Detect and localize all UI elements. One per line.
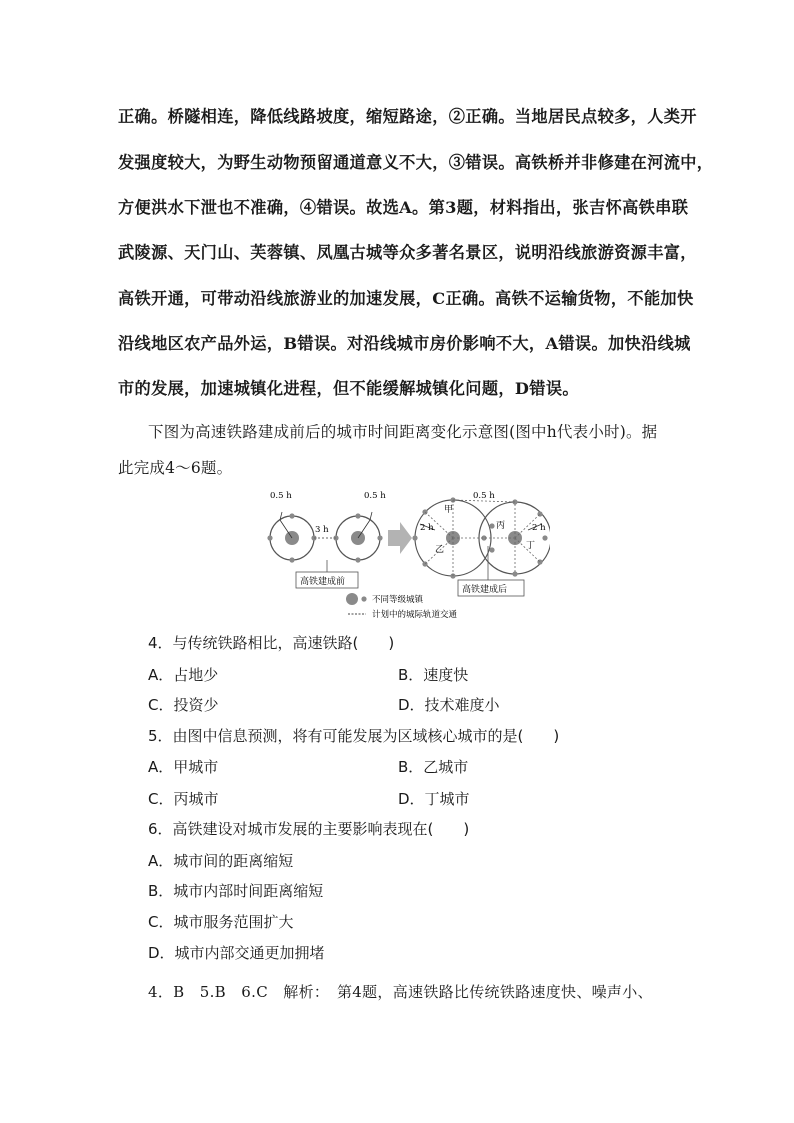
time-distance-figure: [260, 488, 550, 623]
explanation-line: 发强度较大，为野生动物预留通道意义不大，③错误。高铁桥并非修建在河流中，: [118, 153, 714, 172]
legend-town-large: [346, 593, 358, 605]
legend-town-small: [361, 596, 366, 601]
explanation-line: 市的发展，加速城镇化进程，但不能缓解城镇化问题，D错误。: [118, 379, 579, 398]
label-2h-right: 2 h: [532, 523, 546, 533]
q4-option-b: B．速度快: [398, 666, 469, 684]
label-2h-left: 2 h: [420, 523, 434, 533]
explanation-line: 武陵源、天门山、芙蓉镇、凤凰古城等众多著名景区，说明沿线旅游资源丰富，: [118, 243, 697, 262]
legend-rail: 计划中的城际轨道交通: [372, 610, 458, 620]
explanation-line: 沿线地区农产品外运，B错误。对沿线城市房价影响不大，A错误。加快沿线城: [118, 334, 691, 353]
q5-option-a: A．甲城市: [148, 758, 219, 776]
question-5-stem: 5．由图中信息预测，将有可能发展为区域核心城市的是( ): [148, 727, 560, 745]
intro-line: 此完成4～6题。: [118, 459, 233, 477]
q5-option-d: D．丁城市: [398, 790, 470, 808]
q6-option-c: C．城市服务范围扩大: [148, 913, 294, 931]
label-before-left: 0.5 h: [270, 491, 292, 501]
label-after-top: 0.5 h: [473, 491, 495, 501]
q6-option-d: D．城市内部交通更加拥堵: [148, 944, 325, 962]
q6-option-a: A．城市间的距离缩短: [148, 852, 294, 870]
q4-option-a: A．占地少: [148, 666, 219, 684]
box-after: 高铁建成后: [462, 585, 508, 595]
q6-option-b: B．城市内部时间距离缩短: [148, 882, 324, 900]
explanation-line: 高铁开通，可带动沿线旅游业的加速发展，C正确。高铁不运输货物，不能加快: [118, 289, 694, 308]
city-bing-label: 丙: [496, 521, 506, 531]
q4-option-c: C．投资少: [148, 696, 219, 714]
q5-option-c: C．丙城市: [148, 790, 219, 808]
label-3h: 3 h: [315, 525, 329, 535]
label-before-right: 0.5 h: [364, 491, 386, 501]
arrow-icon: [388, 522, 412, 554]
question-6-stem: 6．高铁建设对城市发展的主要影响表现在( ): [148, 820, 470, 838]
question-4-stem: 4．与传统铁路相比，高速铁路( ): [148, 634, 395, 652]
box-before: 高铁建成前: [300, 577, 346, 587]
city-yi-label: 乙: [435, 545, 445, 555]
explanation-line: 方便洪水下泄也不准确，④错误。故选A。第3题，材料指出，张吉怀高铁串联: [118, 198, 689, 217]
city-jia-label: 甲: [444, 505, 454, 515]
legend-towns: 不同等级城镇: [372, 595, 424, 605]
answer-line: 4．B 5.B 6.C 解析： 第4题，高速铁路比传统铁路速度快、噪声小、: [148, 983, 653, 1001]
q5-option-b: B．乙城市: [398, 758, 469, 776]
city-ding-label: 丁: [526, 541, 536, 551]
intro-line: 下图为高速铁路建成前后的城市时间距离变化示意图(图中h代表小时)。据: [148, 423, 658, 441]
q4-option-d: D．技术难度小: [398, 696, 500, 714]
explanation-line: 正确。桥隧相连，降低线路坡度，缩短路途，②正确。当地居民点较多，人类开: [118, 107, 697, 126]
